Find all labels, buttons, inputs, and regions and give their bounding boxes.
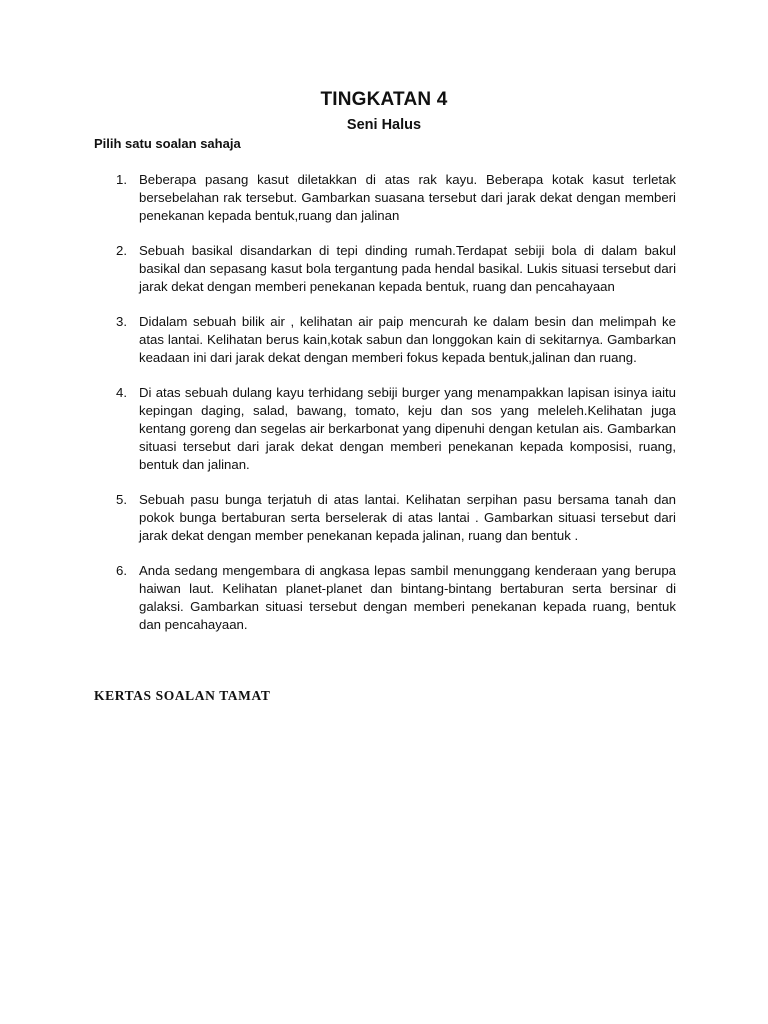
question-number: 4. — [116, 385, 127, 400]
question-number: 5. — [116, 492, 127, 507]
question-item — [94, 562, 676, 634]
instruction-text: Pilih satu soalan sahaja — [94, 136, 241, 151]
end-of-paper-note: KERTAS SOALAN TAMAT — [94, 688, 271, 703]
question-text: Sebuah pasu bunga terjatuh di atas lantai. Kelihatan serpihan pasu bersama tanah dan pokok bunga bertaburan serta berselerak di atas lantai . Gambarkan situasi tersebut dari jarak dekat dengan member penekanan kepada jalinan, ruang dan bentuk . — [139, 492, 676, 543]
question-text: Didalam sebuah bilik air , kelihatan air paip mencurah ke dalam besin dan melimpah ke atas lantai. Kelihatan berus kain,kotak sabun dan longgokan kain di sekitarnya. Gambarkan keadaan ini dari jarak dekat dengan memberi fokus kepada bentuk,jalinan dan ruang. — [139, 314, 676, 365]
question-item — [94, 384, 676, 474]
question-text: Beberapa pasang kasut diletakkan di atas rak kayu. Beberapa kotak kasut terletak bersebelahan rak tersebut. Gambarkan suasana tersebut dari jarak dekat dengan memberi penekanan kepada bentuk,ruang dan jalinan — [139, 172, 676, 223]
question-item — [94, 313, 676, 367]
question-text: Anda sedang mengembara di angkasa lepas sambil menunggang kenderaan yang berupa haiwan laut. Kelihatan planet-planet dan bintang-bintang bertaburan serta bersinar di galaksi. Gambarkan situasi tersebut dengan memberi penekanan kepada ruang, bentuk dan pencahayaan. — [139, 563, 676, 632]
question-number: 2. — [116, 243, 127, 258]
question-item — [94, 491, 676, 545]
question-text: Di atas sebuah dulang kayu terhidang sebiji burger yang menampakkan lapisan isinya iaitu kepingan daging, salad, bawang, tomato, keju dan sos yang meleleh.Kelihatan juga kentang goreng dan segelas air berkarbonat yang dipenuhi dengan ketulan ais. Gambarkan situasi tersebut dari jarak dekat dengan memberi penekanan kepada komposisi, ruang, bentuk dan jalinan. — [139, 385, 676, 472]
question-number: 1. — [116, 172, 127, 187]
question-number: 3. — [116, 314, 127, 329]
page-title: TINGKATAN 4 — [320, 89, 448, 110]
question-item — [94, 242, 676, 296]
question-number: 6. — [116, 563, 127, 578]
question-item — [94, 171, 676, 225]
page-subtitle: Seni Halus — [346, 117, 422, 133]
question-list — [94, 171, 676, 651]
question-text: Sebuah basikal disandarkan di tepi dinding rumah.Terdapat sebiji bola di dalam bakul basikal dan sepasang kasut bola tergantung pada hendal basikal. Lukis situasi tersebut dari jarak dekat dengan memberi penekanan kepada bentuk, ruang dan pencahayaan — [139, 243, 676, 294]
